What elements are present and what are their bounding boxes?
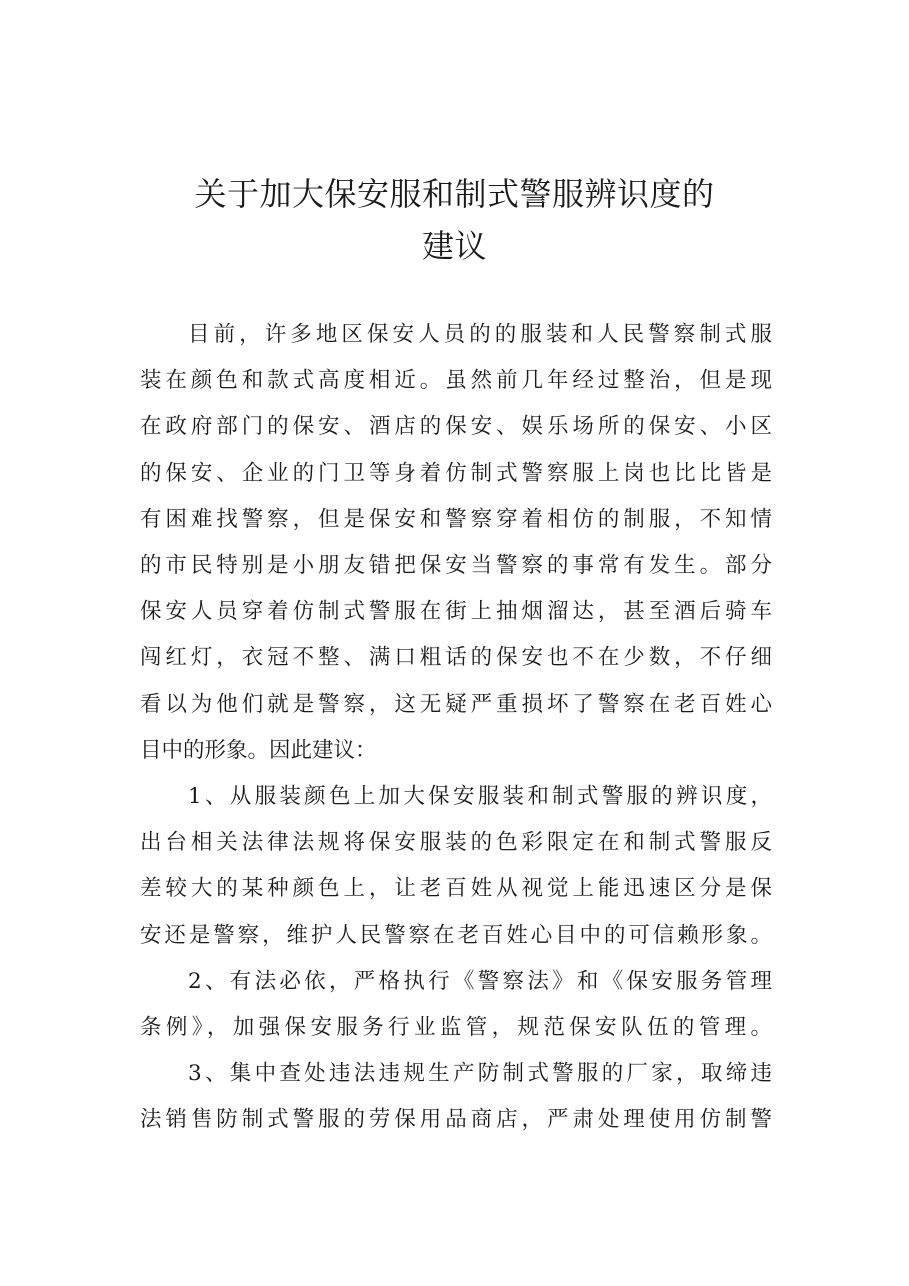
paragraph-2-line-1: 1、从服装颜色上加大保安服装和制式警服的辨识度， [188,784,772,809]
title-line-1: 关于加大保安服和制式警服辨识度的 [194,175,715,213]
paragraph-1-line-2: 装在颜色和款式高度相近。虽然前几年经过整治，但是现 [140,368,772,393]
paragraph-1-line-10: 目中的形象。因此建议： [140,738,377,763]
paragraph-1-line-7: 保安人员穿着仿制式警服在街上抽烟溜达，甚至酒后骑车 [140,599,772,624]
paragraph-4-line-2: 法销售防制式警服的劳保用品商店，严肃处理使用仿制警 [140,1107,772,1132]
paragraph-1-line-1: 目前，许多地区保安人员的的服装和人民警察制式服 [188,322,772,347]
paragraph-1-line-4: 的保安、企业的门卫等身着仿制式警察服上岗也比比皆是 [140,461,772,486]
paragraph-1-line-6: 的市民特别是小朋友错把保安当警察的事常有发生。部分 [140,553,772,578]
title-line-2: 建议 [421,227,487,265]
paragraph-2-line-3: 差较大的某种颜色上，让老百姓从视觉上能迅速区分是保 [140,876,772,901]
paragraph-2-line-2: 出台相关法律法规将保安服装的色彩限定在和制式警服反 [140,830,772,855]
paragraph-3-line-2: 条例》，加强保安服务行业监管，规范保安队伍的管理。 [140,1015,772,1040]
paragraph-4-line-1: 3、集中查处违法违规生产防制式警服的厂家，取缔违 [188,1061,772,1086]
paragraph-1-line-5: 有困难找警察，但是保安和警察穿着相仿的制服，不知情 [140,507,772,532]
paragraph-3-line-1: 2、有法必依，严格执行《警察法》和《保安服务管理 [188,969,772,994]
paragraph-1-line-3: 在政府部门的保安、酒店的保安、娱乐场所的保安、小区 [140,414,772,439]
paragraph-2-line-4: 安还是警察，维护人民警察在老百姓心目中的可信赖形象。 [140,923,772,948]
paragraph-1-line-9: 看以为他们就是警察，这无疑严重损坏了警察在老百姓心 [140,692,772,717]
document-title [120,168,789,272]
paragraph-1-line-8: 闯红灯，衣冠不整、满口粗话的保安也不在少数，不仔细 [140,645,772,670]
